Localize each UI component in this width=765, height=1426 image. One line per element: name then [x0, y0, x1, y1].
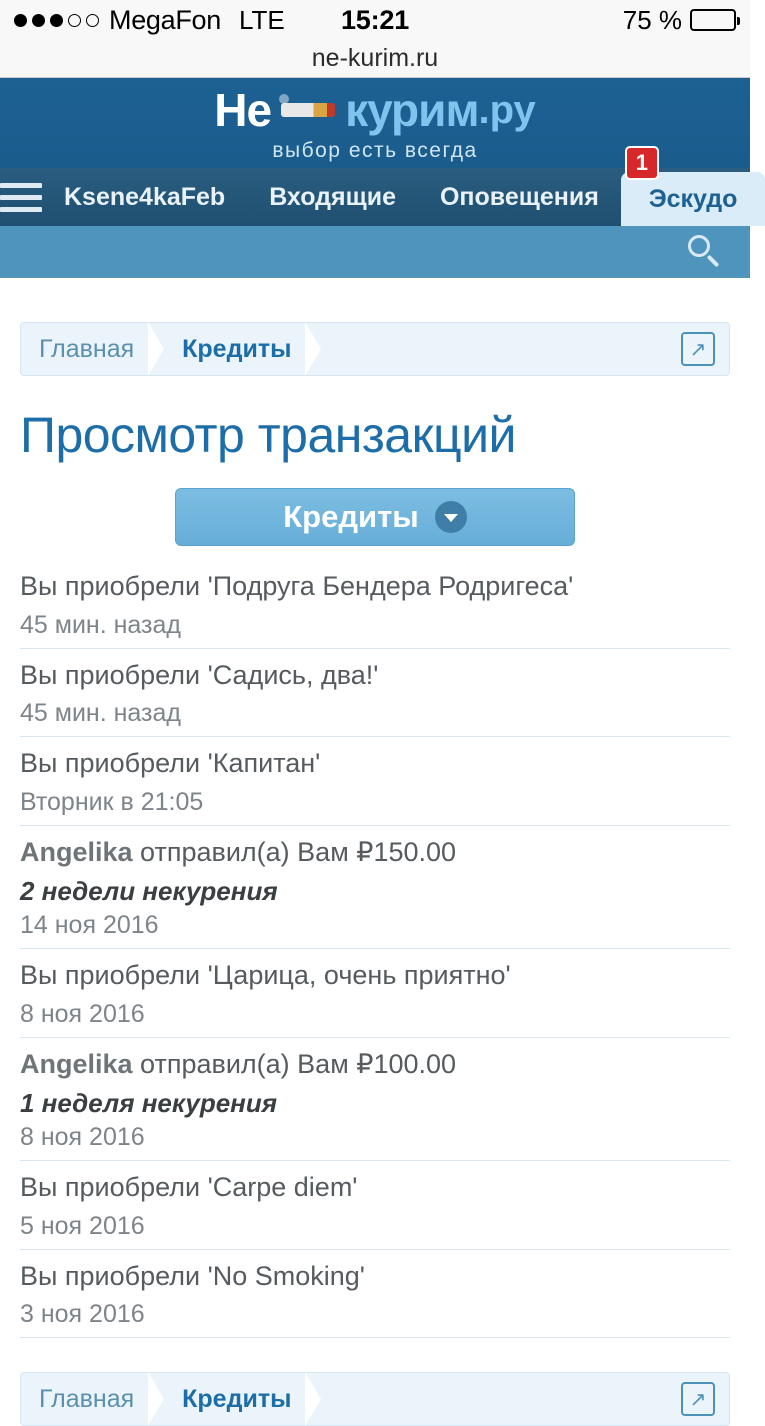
ios-status-bar	[0, 0, 750, 40]
site-logo[interactable]	[214, 83, 535, 163]
cigarette-icon	[281, 103, 335, 117]
table-row[interactable]	[20, 1161, 730, 1250]
table-row[interactable]	[20, 1250, 730, 1339]
transaction-time: 3 ноя 2016	[20, 1300, 145, 1328]
breadcrumb-separator-icon	[148, 1372, 164, 1426]
table-row[interactable]	[20, 737, 730, 826]
nav-item-escudo[interactable]	[621, 150, 765, 226]
battery-icon	[690, 9, 736, 31]
breadcrumb-home[interactable]: Главная	[39, 334, 135, 363]
transaction-note: 1 неделя некурения	[20, 1088, 278, 1118]
alerts-badge: 1	[625, 146, 659, 180]
transaction-time: 45 мин. назад	[20, 699, 181, 727]
breadcrumb-credits[interactable]: Кредиты	[182, 334, 292, 363]
breadcrumb-separator-icon	[148, 322, 164, 376]
chevron-down-icon	[435, 501, 467, 533]
hamburger-icon[interactable]	[0, 168, 42, 226]
transaction-text	[20, 1044, 730, 1085]
expand-icon[interactable]: ↗	[681, 1382, 715, 1416]
transaction-text: Вы приобрели 'Садись, два!'	[20, 659, 379, 690]
transaction-time: Вторник в 21:05	[20, 787, 204, 816]
transaction-time: 45 мин. назад	[20, 610, 181, 639]
transaction-time: 14 ноя 2016	[20, 911, 159, 939]
network-type: LTE	[238, 4, 285, 35]
transaction-text: Вы приобрели 'Подруга Бендера Родригеса'	[20, 571, 574, 601]
breadcrumb-bottom-credits[interactable]: Кредиты	[182, 1384, 292, 1413]
transaction-text: Вы приобрели 'Царица, очень приятно'	[20, 960, 511, 990]
transaction-note: 2 недели некурения	[20, 876, 278, 906]
battery-percent: 75 %	[622, 4, 682, 35]
table-row[interactable]	[20, 949, 730, 1038]
transaction-user[interactable]: Angelika	[20, 836, 133, 867]
nav-label: Ksene4kaFeb	[64, 182, 226, 211]
credits-dropdown-label: Кредиты	[283, 499, 419, 534]
transaction-list	[20, 560, 730, 1338]
nav-label: Эскудо	[648, 184, 738, 213]
page-content	[0, 322, 750, 1426]
nav-item-inbox[interactable]	[247, 168, 418, 226]
transaction-detail: отправил(а) Вам ₽100.00	[132, 1048, 457, 1079]
transaction-text	[20, 832, 730, 873]
transaction-text: Вы приобрели 'Капитан'	[20, 748, 321, 778]
transaction-time: 8 ноя 2016	[20, 999, 145, 1028]
search-icon[interactable]	[688, 235, 722, 269]
transaction-detail: отправил(а) Вам ₽150.00	[132, 836, 457, 867]
transaction-time: 5 ноя 2016	[20, 1211, 145, 1240]
breadcrumb-bottom-home[interactable]: Главная	[39, 1384, 135, 1413]
carrier-name: MegaFon	[109, 4, 221, 35]
breadcrumb-separator-icon	[305, 1372, 321, 1426]
table-row[interactable]	[20, 1038, 730, 1162]
logo-text-ru: .ру	[478, 87, 536, 132]
table-row[interactable]	[20, 560, 730, 649]
nav-item-alerts[interactable]	[418, 168, 621, 226]
nav-label: Оповещения	[439, 182, 599, 211]
breadcrumb-bottom	[20, 1372, 730, 1426]
breadcrumb	[20, 322, 730, 376]
table-row[interactable]	[20, 826, 730, 950]
breadcrumb-separator-icon	[305, 322, 321, 376]
logo-text-kurim: курим	[345, 84, 479, 136]
page-title: Просмотр транзакций	[20, 407, 516, 463]
url-text: ne-kurim.ru	[311, 44, 439, 72]
browser-url-bar[interactable]	[0, 40, 750, 78]
credits-dropdown-button[interactable]	[175, 488, 575, 546]
transaction-user[interactable]: Angelika	[20, 1048, 133, 1079]
status-clock: 15:21	[340, 4, 410, 35]
transaction-text: Вы приобрели 'No Smoking'	[20, 1260, 365, 1291]
logo-text-ne: Не	[214, 84, 272, 136]
nav-item-username[interactable]	[42, 168, 247, 226]
expand-icon[interactable]: ↗	[681, 332, 715, 366]
table-row[interactable]	[20, 649, 730, 738]
transaction-text: Вы приобрели 'Carpe diem'	[20, 1172, 358, 1202]
logo-tagline: выбор есть всегда	[272, 139, 478, 162]
nav-subbar	[0, 226, 750, 278]
transaction-time: 8 ноя 2016	[20, 1123, 145, 1151]
nav-label: Входящие	[269, 182, 396, 211]
